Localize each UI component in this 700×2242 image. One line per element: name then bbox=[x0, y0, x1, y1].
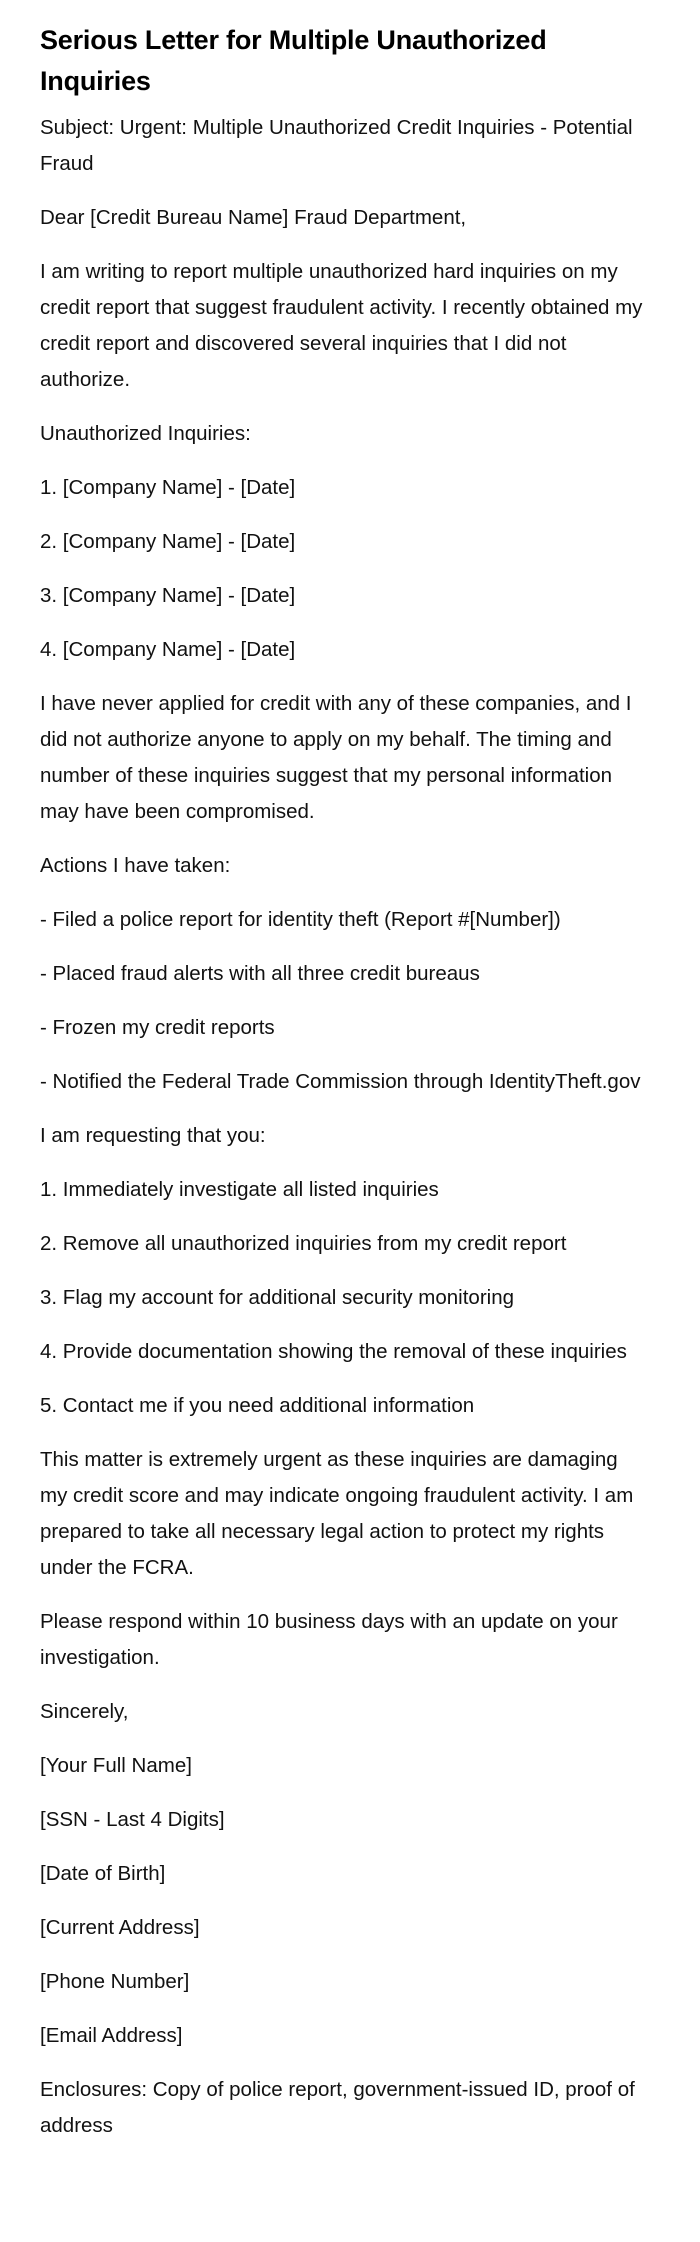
page-title: Serious Letter for Multiple Unauthorized Inquiries bbox=[40, 25, 547, 96]
explanation-paragraph: I have never applied for credit with any of these companies, and I did not authorize anyone to apply on my behalf. The timing and number of these inquiries suggest that my personal information may have been compromised. bbox=[40, 692, 632, 823]
inquiry-item: 4. [Company Name] - [Date] bbox=[40, 638, 296, 661]
intro-paragraph: I am writing to report multiple unauthorized hard inquiries on my credit report that suggest fraudulent activity. I recently obtained my credit report and discovered several inquiries that I did not authorize. bbox=[40, 260, 643, 391]
action-item: - Placed fraud alerts with all three credit bureaus bbox=[40, 962, 480, 985]
signature-email: [Email Address] bbox=[40, 2024, 183, 2047]
closing: Sincerely, bbox=[40, 1700, 129, 1723]
action-item: - Frozen my credit reports bbox=[40, 1016, 275, 1039]
inquiry-item: 2. [Company Name] - [Date] bbox=[40, 530, 296, 553]
signature-dob: [Date of Birth] bbox=[40, 1862, 166, 1885]
enclosures: Enclosures: Copy of police report, government-issued ID, proof of address bbox=[40, 2078, 635, 2137]
signature-ssn: [SSN - Last 4 Digits] bbox=[40, 1808, 225, 1831]
signature-name: [Your Full Name] bbox=[40, 1754, 192, 1777]
salutation: Dear [Credit Bureau Name] Fraud Department, bbox=[40, 206, 467, 229]
action-item: - Notified the Federal Trade Commission through IdentityTheft.gov bbox=[40, 1070, 641, 1093]
request-item: 5. Contact me if you need additional information bbox=[40, 1394, 475, 1417]
signature-phone: [Phone Number] bbox=[40, 1970, 190, 1993]
request-item: 3. Flag my account for additional security monitoring bbox=[40, 1286, 515, 1309]
letter-document bbox=[40, 20, 650, 2144]
response-request: Please respond within 10 business days with an update on your investigation. bbox=[40, 1610, 618, 1669]
request-item: 4. Provide documentation showing the removal of these inquiries bbox=[40, 1340, 627, 1363]
signature-address: [Current Address] bbox=[40, 1916, 200, 1939]
inquiry-item: 3. [Company Name] - [Date] bbox=[40, 584, 296, 607]
actions-heading: Actions I have taken: bbox=[40, 854, 231, 877]
requests-heading: I am requesting that you: bbox=[40, 1124, 266, 1147]
urgency-paragraph: This matter is extremely urgent as these inquiries are damaging my credit score and may indicate ongoing fraudulent activity. I am prepared to take all necessary legal action to protect my rights under the FCRA. bbox=[40, 1448, 634, 1579]
request-item: 1. Immediately investigate all listed inquiries bbox=[40, 1178, 439, 1201]
subject-line: Subject: Urgent: Multiple Unauthorized Credit Inquiries - Potential Fraud bbox=[40, 116, 633, 175]
request-item: 2. Remove all unauthorized inquiries from my credit report bbox=[40, 1232, 567, 1255]
inquiries-heading: Unauthorized Inquiries: bbox=[40, 422, 251, 445]
action-item: - Filed a police report for identity theft (Report #[Number]) bbox=[40, 908, 561, 931]
inquiry-item: 1. [Company Name] - [Date] bbox=[40, 476, 296, 499]
